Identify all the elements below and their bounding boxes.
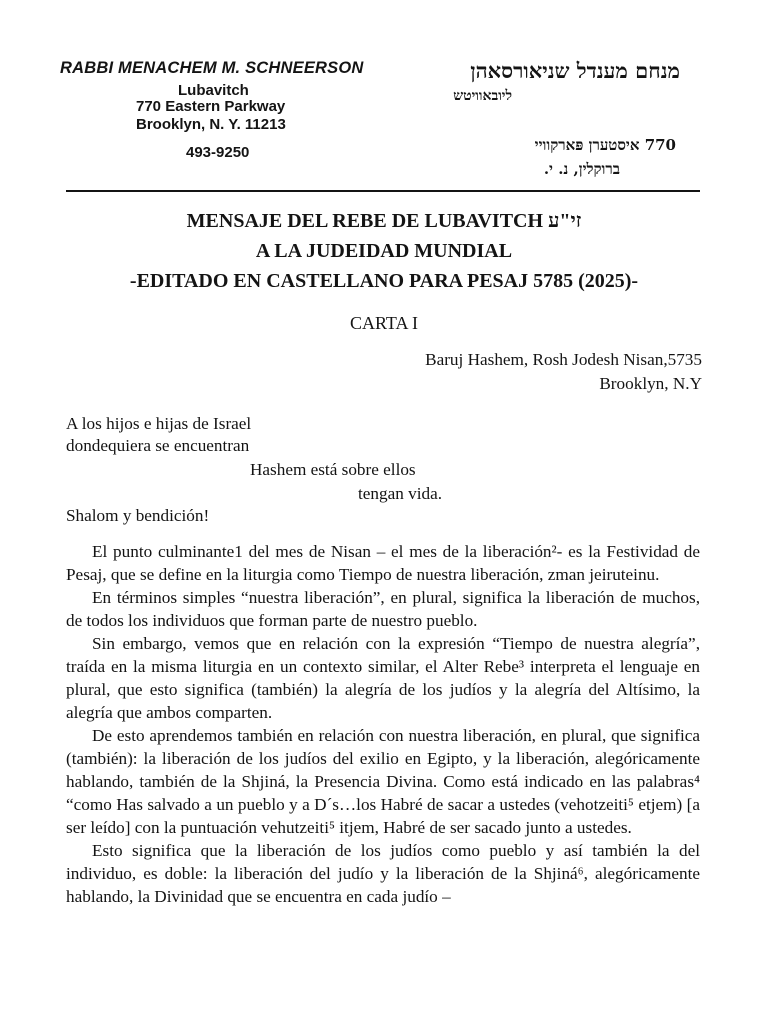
greeting-line: tengan vida. — [358, 484, 442, 503]
letter-body — [66, 540, 700, 908]
letter-date: Baruj Hashem, Rosh Jodesh Nisan,5735 — [425, 350, 702, 369]
letter-heading: CARTA I — [350, 313, 418, 333]
greeting-line: Hashem está sobre ellos — [250, 460, 416, 479]
letterhead-hebrew-town: ברוקלין, נ. י. — [543, 160, 620, 178]
letterhead-hebrew-name: מנחם מענדל שניאורסאהן — [470, 58, 680, 83]
letterhead-phone: 493-9250 — [186, 144, 250, 161]
letterhead-address: 770 Eastern Parkway — [136, 98, 286, 115]
letterhead-divider — [66, 190, 700, 192]
letterhead-hebrew-address: 770 איסטערן פּארקוויי — [534, 136, 676, 154]
body-paragraph: El punto culminante1 del mes de Nisan – el mes de la liberación²- es la Festividad de Pesaj, que se define en la liturgia como Tiempo de nuestra liberación, zman jeiruteinu. — [66, 542, 700, 584]
letterhead-city: Lubavitch — [178, 82, 249, 99]
body-paragraph: Sin embargo, vemos que en relación con la expresión “Tiempo de nuestra alegría”, traída en la misma liturgia en un contexto similar, el Alter Rebe³ interpreta el lenguaje en plural, que esto significa (también) la alegría de los judíos y la alegría del Altísimo, la alegría que ambos comparten. — [66, 634, 700, 722]
title-line-1: MENSAJE DEL REBE DE LUBAVITCH זי"ע — [186, 210, 582, 232]
greeting-line: dondequiera se encuentran — [66, 436, 250, 455]
greeting-line: A los hijos e hijas de Israel — [66, 414, 252, 433]
letterhead-hebrew-city: ליובאוויטש — [453, 88, 512, 104]
letterhead-town: Brooklyn, N. Y. 11213 — [136, 116, 286, 133]
title-line-2: A LA JUDEIDAD MUNDIAL — [255, 240, 513, 262]
body-paragraph: Esto significa que la liberación de los judíos como pueblo y así también la del individuo, es doble: la liberación del judío y la liberación de la Shjiná⁶, alegóricamente hablando, la Divinidad que se encuentra en cada judío – — [66, 841, 700, 906]
body-paragraph: En términos simples “nuestra liberación”, en plural, significa la liberación de muchos, de todos los individuos que forman parte de nuestro pueblo. — [66, 588, 700, 630]
letter-place: Brooklyn, N.Y — [599, 374, 702, 393]
body-paragraph: De esto aprendemos también en relación con nuestra liberación, en plural, que significa (también): la liberación de los judíos del exilio en Egipto, y la liberación, alegóricamente hablando, también de la Shjiná, la Presencia Divina. Como está indicado en las palabras⁴ “como Has salvado a un pueblo y a D´s…los Habré de sacar a ustedes (vehotzeiti⁵ etjem) [a ser leído] con la puntuación vehutzeiti⁵ itjem, Habré de ser sacado junto a ustedes. — [66, 726, 700, 837]
greeting-salutation: Shalom y bendición! — [66, 506, 210, 525]
letterhead-name: RABBI MENACHEM M. SCHNEERSON — [60, 59, 364, 77]
title-line-3: -EDITADO EN CASTELLANO PARA PESAJ 5785 (2025)- — [129, 270, 639, 292]
